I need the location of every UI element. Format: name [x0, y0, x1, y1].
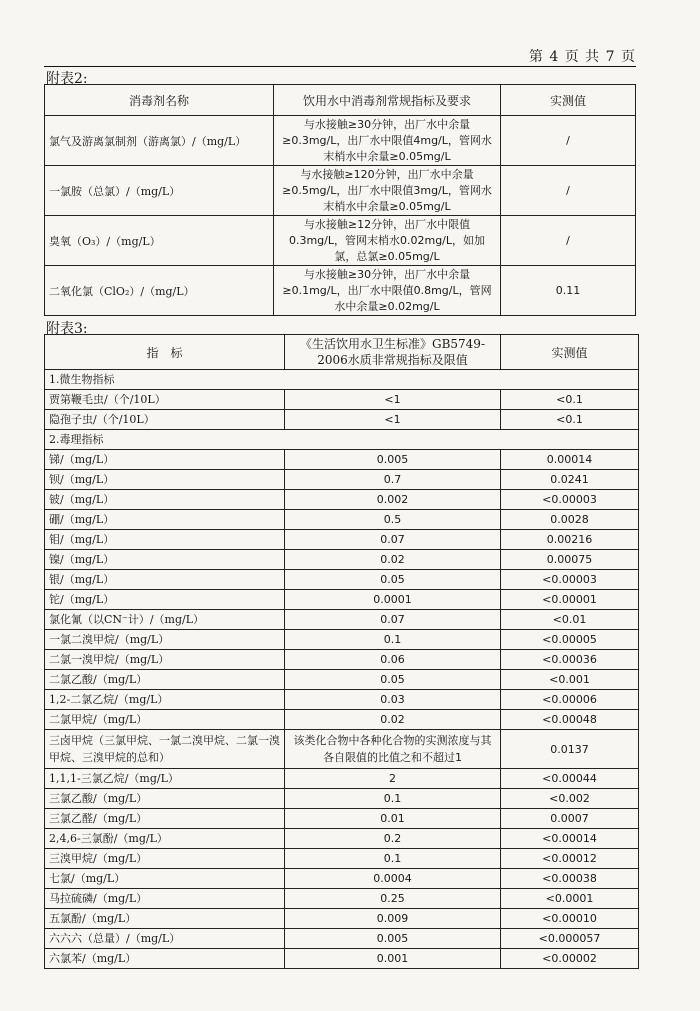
requirement-text: 与水接触≥30分钟，出厂水中余量≥0.1mg/L，出厂水中限值0.8mg/L，管网水中余量≥0.02mg/L	[274, 266, 501, 316]
table-row	[45, 590, 639, 610]
limit-value: 0.06	[285, 650, 501, 670]
indicator-name: 1,1,1-三氯乙烷/（mg/L）	[45, 769, 285, 789]
page-indicator: 第 4 页 共 7 页	[528, 49, 636, 65]
indicator-name: 二氯甲烷/（mg/L）	[45, 710, 285, 730]
limit-value: 0.009	[285, 909, 501, 929]
measured-value: <0.00010	[501, 909, 639, 929]
table-row	[45, 530, 639, 550]
measured-value: <0.00006	[501, 690, 639, 710]
limit-value: 0.7	[285, 470, 501, 490]
indicator-name: 二氯一溴甲烷/（mg/L）	[45, 650, 285, 670]
limit-value: 0.07	[285, 530, 501, 550]
disinfectant-name: 氯气及游离氯制剂（游离氯）/（mg/L）	[45, 116, 274, 166]
limit-value: <1	[285, 410, 501, 430]
table-row	[45, 730, 639, 769]
limit-value: 0.005	[285, 929, 501, 949]
table-row	[45, 909, 639, 929]
column-header: 《生活饮用水卫生标准》GB5749-2006水质非常规指标及限值	[285, 335, 501, 370]
table-row	[45, 630, 639, 650]
table-row	[45, 789, 639, 809]
indicator-name: 二氯乙酸/（mg/L）	[45, 670, 285, 690]
table-row	[45, 849, 639, 869]
indicator-name: 钡/（mg/L）	[45, 470, 285, 490]
header-divider	[44, 66, 636, 67]
measured-value: <0.00005	[501, 630, 639, 650]
table-row	[45, 610, 639, 630]
indicator-name: 七氯/（mg/L）	[45, 869, 285, 889]
disinfectant-name: 臭氧（O₃）/（mg/L）	[45, 216, 274, 266]
limit-value: 0.01	[285, 809, 501, 829]
indicator-name: 五氯酚/（mg/L）	[45, 909, 285, 929]
seal-stamp-fragment	[678, 290, 700, 440]
indicator-name: 三氯乙醛/（mg/L）	[45, 809, 285, 829]
limit-value: 0.1	[285, 789, 501, 809]
requirement-text: 与水接触≥120分钟，出厂水中余量≥0.5mg/L，出厂水中限值3mg/L，管网水末梢水中余量≥0.05mg/L	[274, 166, 501, 216]
measured-value: /	[501, 116, 636, 166]
table-row	[45, 690, 639, 710]
indicator-name: 铊/（mg/L）	[45, 590, 285, 610]
table-row	[45, 470, 639, 490]
limit-value: 0.05	[285, 670, 501, 690]
measured-value: 0.11	[501, 266, 636, 316]
indicator-name: 三卤甲烷（三氯甲烷、一氯二溴甲烷、二氯一溴甲烷、三溴甲烷的总和）	[45, 730, 285, 769]
category-row	[45, 430, 639, 450]
indicator-name: 六氯苯/（mg/L）	[45, 949, 285, 969]
measured-value: <0.00014	[501, 829, 639, 849]
limit-value: 0.03	[285, 690, 501, 710]
indicator-name: 三溴甲烷/（mg/L）	[45, 849, 285, 869]
disinfectant-table	[44, 84, 636, 316]
table-row	[45, 929, 639, 949]
indicator-name: 一氯二溴甲烷/（mg/L）	[45, 630, 285, 650]
table-row	[45, 490, 639, 510]
measured-value: 0.00075	[501, 550, 639, 570]
table-row	[45, 116, 636, 166]
measured-value: <0.1	[501, 410, 639, 430]
column-header: 实测值	[501, 85, 636, 116]
limit-value: 0.02	[285, 710, 501, 730]
table-row	[45, 889, 639, 909]
limit-value: 0.25	[285, 889, 501, 909]
measured-value: <0.00036	[501, 650, 639, 670]
measured-value: <0.002	[501, 789, 639, 809]
table-row	[45, 390, 639, 410]
measured-value: /	[501, 216, 636, 266]
indicator-name: 银/（mg/L）	[45, 570, 285, 590]
non-routine-indicator-table	[44, 334, 639, 969]
table-row	[45, 670, 639, 690]
measured-value: <0.001	[501, 670, 639, 690]
measured-value: 0.0007	[501, 809, 639, 829]
indicator-name: 六六六（总量）/（mg/L）	[45, 929, 285, 949]
column-header: 消毒剂名称	[45, 85, 274, 116]
indicator-name: 镍/（mg/L）	[45, 550, 285, 570]
limit-value: 0.05	[285, 570, 501, 590]
indicator-name: 三氯乙酸/（mg/L）	[45, 789, 285, 809]
limit-value: 该类化合物中各种化合物的实测浓度与其各自限值的比值之和不超过1	[285, 730, 501, 769]
table-row	[45, 570, 639, 590]
measured-value: <0.000057	[501, 929, 639, 949]
limit-value: 0.07	[285, 610, 501, 630]
disinfectant-name: 二氧化氯（ClO₂）/（mg/L）	[45, 266, 274, 316]
indicator-name: 硼/（mg/L）	[45, 510, 285, 530]
table-row	[45, 550, 639, 570]
limit-value: 0.02	[285, 550, 501, 570]
category-label: 2.毒理指标	[45, 430, 639, 450]
limit-value: 0.1	[285, 849, 501, 869]
limit-value: 0.1	[285, 630, 501, 650]
measured-value: <0.01	[501, 610, 639, 630]
column-header: 饮用水中消毒剂常规指标及要求	[274, 85, 501, 116]
table-header-row	[45, 85, 636, 116]
table-row	[45, 510, 639, 530]
measured-value: 0.00014	[501, 450, 639, 470]
measured-value: 0.0241	[501, 470, 639, 490]
table-row	[45, 410, 639, 430]
indicator-name: 锑/（mg/L）	[45, 450, 285, 470]
table-row	[45, 809, 639, 829]
column-header: 指 标	[45, 335, 285, 370]
measured-value: /	[501, 166, 636, 216]
indicator-name: 钼/（mg/L）	[45, 530, 285, 550]
measured-value: <0.00048	[501, 710, 639, 730]
category-label: 1.微生物指标	[45, 370, 639, 390]
limit-value: 2	[285, 769, 501, 789]
limit-value: 0.0004	[285, 869, 501, 889]
measured-value: <0.1	[501, 390, 639, 410]
table-row	[45, 650, 639, 670]
indicator-name: 贾第鞭毛虫/（个/10L）	[45, 390, 285, 410]
measured-value: 0.0137	[501, 730, 639, 769]
table-row	[45, 266, 636, 316]
measured-value: <0.00044	[501, 769, 639, 789]
measured-value: <0.00012	[501, 849, 639, 869]
table-header-row	[45, 335, 639, 370]
measured-value: 0.00216	[501, 530, 639, 550]
indicator-name: 1,2-二氯乙烷/（mg/L）	[45, 690, 285, 710]
category-row	[45, 370, 639, 390]
table-row	[45, 450, 639, 470]
table-row	[45, 869, 639, 889]
measured-value: 0.0028	[501, 510, 639, 530]
table-row	[45, 949, 639, 969]
measured-value: <0.00001	[501, 590, 639, 610]
measured-value: <0.00003	[501, 570, 639, 590]
table3-caption: 附表3:	[46, 321, 88, 337]
limit-value: 0.0001	[285, 590, 501, 610]
limit-value: 0.2	[285, 829, 501, 849]
requirement-text: 与水接触≥30分钟，出厂水中余量≥0.3mg/L，出厂水中限值4mg/L，管网水末梢水中余量≥0.05mg/L	[274, 116, 501, 166]
limit-value: <1	[285, 390, 501, 410]
limit-value: 0.005	[285, 450, 501, 470]
table-row	[45, 710, 639, 730]
disinfectant-name: 一氯胺（总氯）/（mg/L）	[45, 166, 274, 216]
limit-value: 0.001	[285, 949, 501, 969]
column-header: 实测值	[501, 335, 639, 370]
measured-value: <0.00038	[501, 869, 639, 889]
limit-value: 0.002	[285, 490, 501, 510]
table-row	[45, 829, 639, 849]
table2-caption: 附表2:	[46, 71, 88, 87]
limit-value: 0.5	[285, 510, 501, 530]
measured-value: <0.0001	[501, 889, 639, 909]
indicator-name: 2,4,6-三氯酚/（mg/L）	[45, 829, 285, 849]
measured-value: <0.00002	[501, 949, 639, 969]
indicator-name: 隐孢子虫/（个/10L）	[45, 410, 285, 430]
table-row	[45, 216, 636, 266]
table-row	[45, 769, 639, 789]
indicator-name: 铍/（mg/L）	[45, 490, 285, 510]
table-row	[45, 166, 636, 216]
measured-value: <0.00003	[501, 490, 639, 510]
indicator-name: 氯化氰（以CN⁻计）/（mg/L）	[45, 610, 285, 630]
requirement-text: 与水接触≥12分钟，出厂水中限值0.3mg/L，管网末梢水0.02mg/L，如加氯，总氯≥0.05mg/L	[274, 216, 501, 266]
indicator-name: 马拉硫磷/（mg/L）	[45, 889, 285, 909]
